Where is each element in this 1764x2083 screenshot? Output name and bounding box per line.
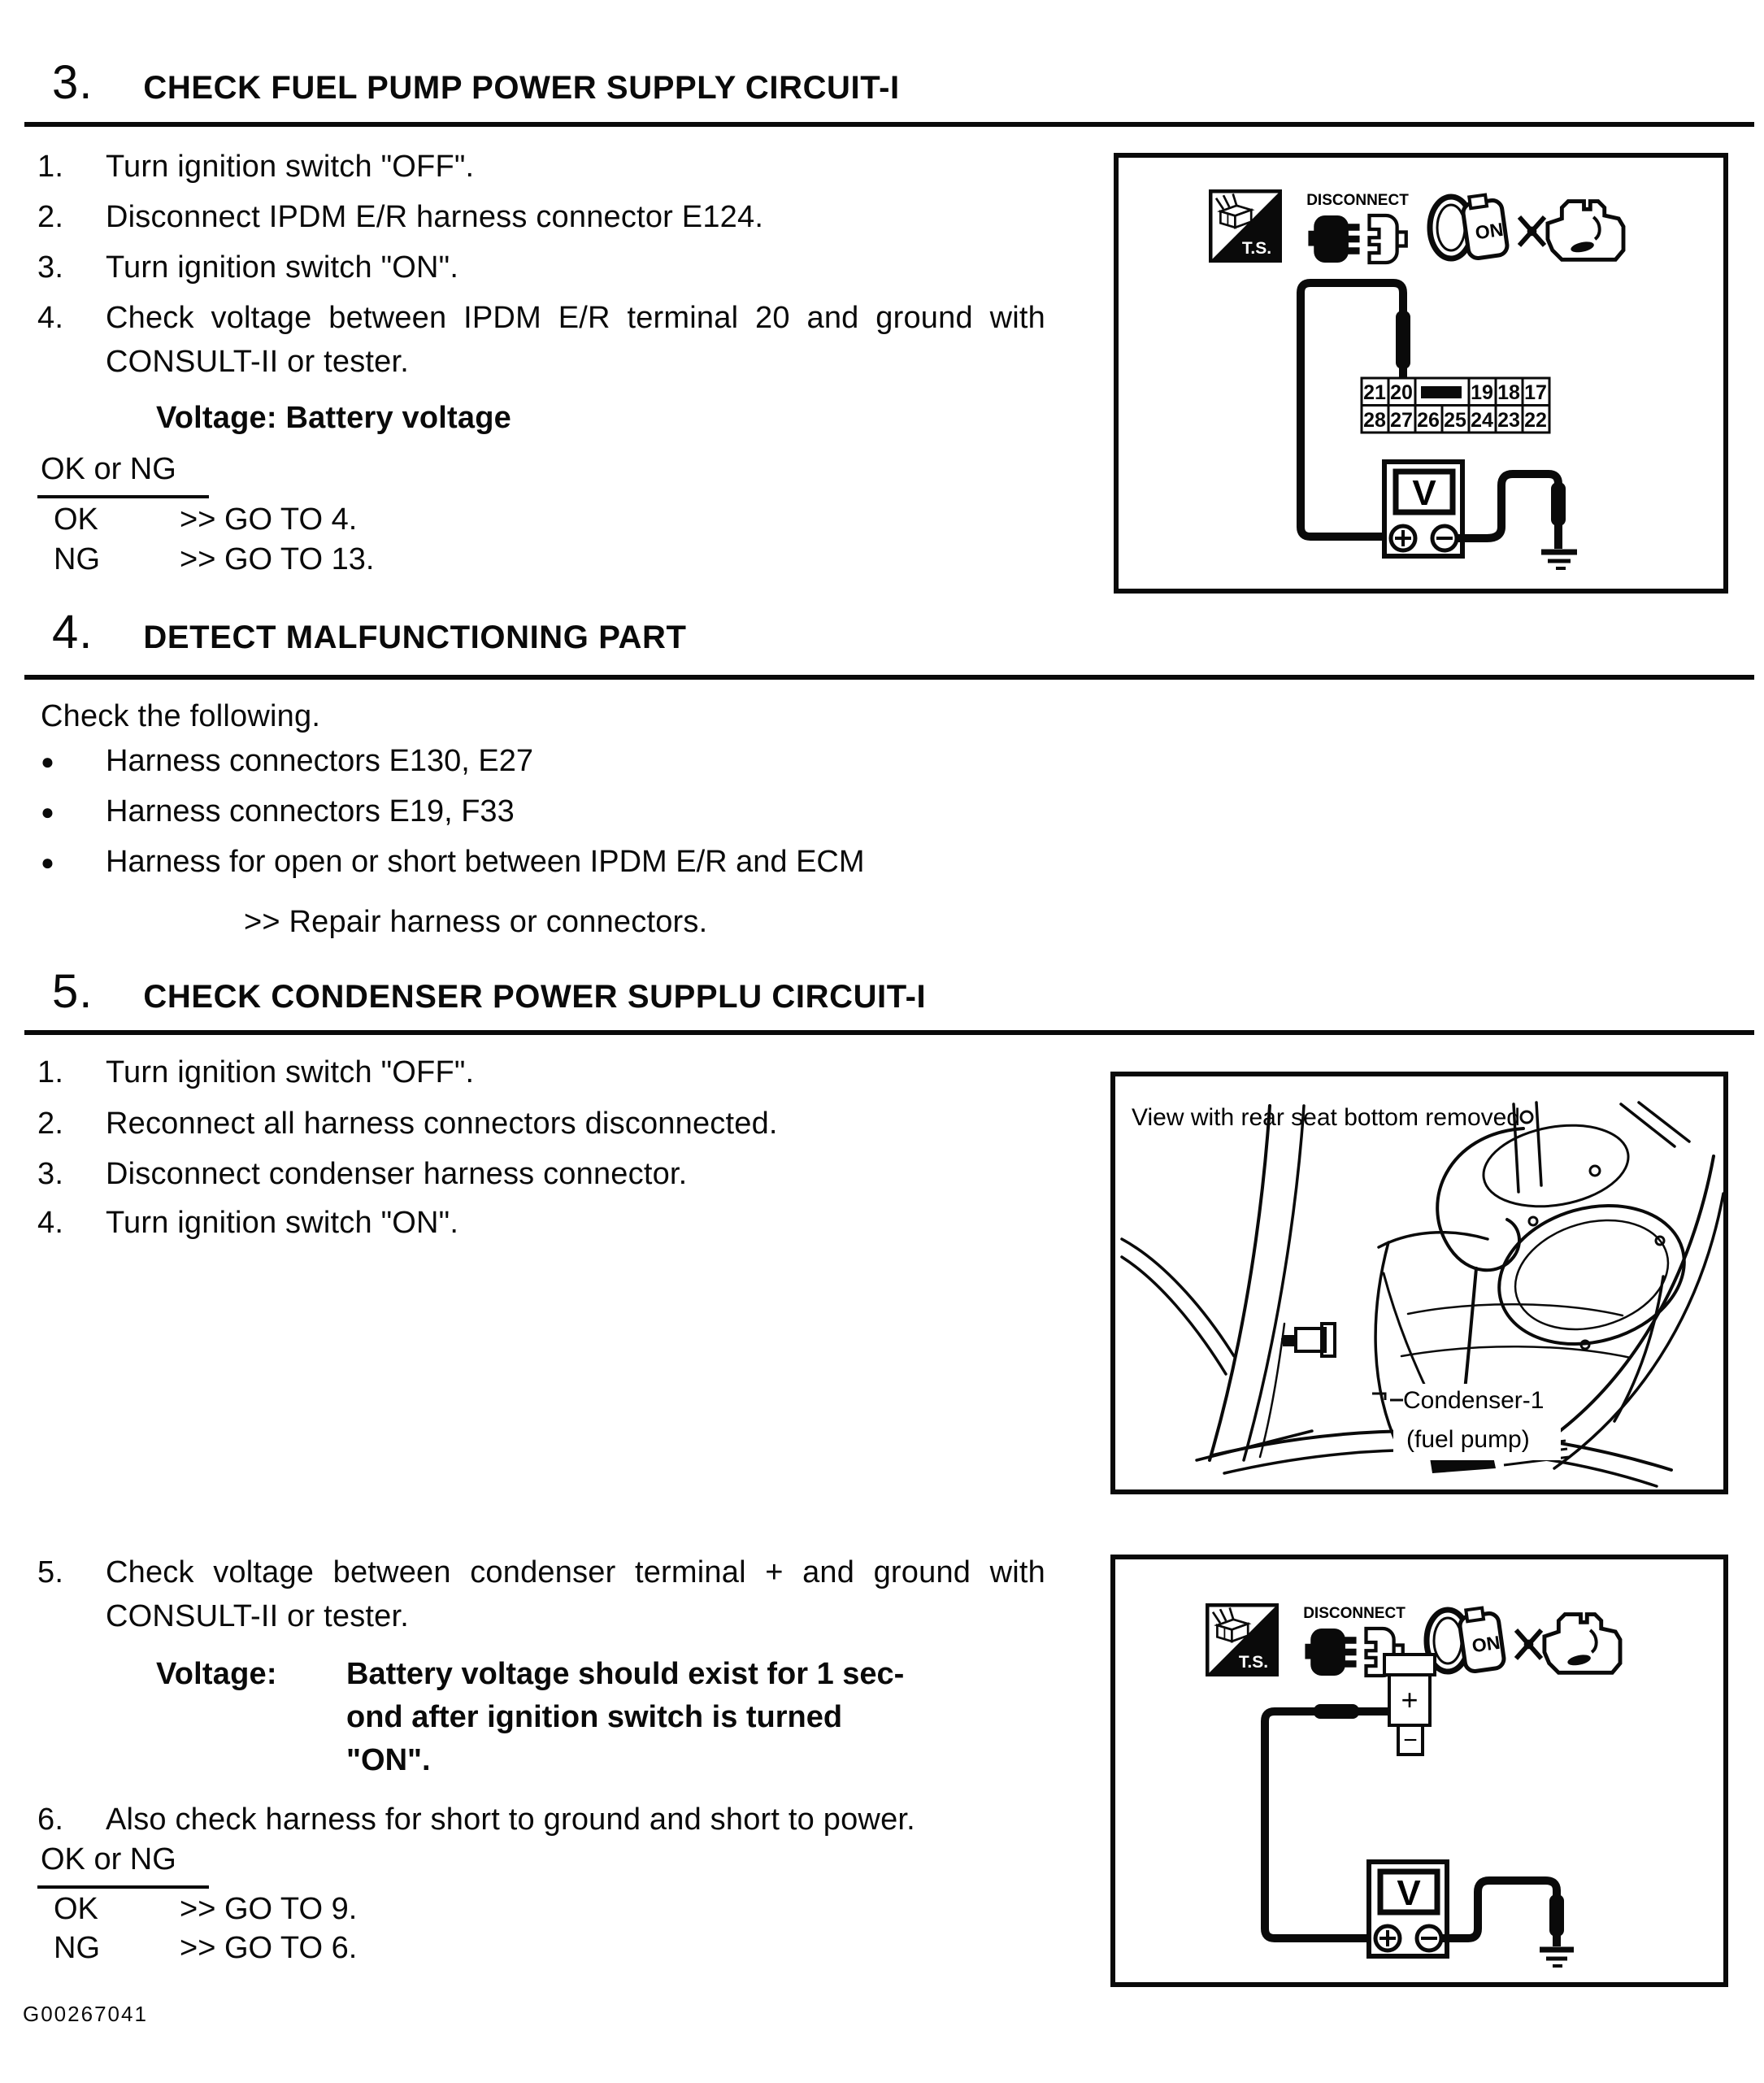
- voltmeter: [1369, 1862, 1447, 1956]
- bullet-text: Harness connectors E19, F33: [106, 794, 515, 828]
- section5-voltage-spec: [346, 1653, 904, 1782]
- diagram-condenser-voltage-test: [1110, 1555, 1728, 1987]
- step-text: Turn ignition switch "ON".: [106, 1206, 459, 1240]
- section5-step-4: [37, 1201, 1094, 1245]
- voltmeter: [1384, 462, 1462, 556]
- minus-terminal-label: −: [1403, 1727, 1418, 1754]
- section5-header: [52, 964, 926, 1019]
- voltmeter-label: V: [1412, 473, 1436, 513]
- bullet-text: Harness for open or short between IPDM E/R and ECM: [106, 845, 865, 879]
- section4-divider: [24, 675, 1754, 680]
- ts-icon: [1207, 1605, 1277, 1675]
- pin-19: 19: [1471, 381, 1493, 404]
- ignition-on-label: ON: [1471, 1631, 1501, 1657]
- ts-icon-label: T.S.: [1238, 1653, 1269, 1672]
- plus-terminal-label: +: [1401, 1683, 1419, 1716]
- ignition-on-icon: [1427, 1606, 1505, 1672]
- step-text: Turn ignition switch "OFF".: [106, 1055, 475, 1089]
- voltage-spec-line: Battery voltage should exist for 1 sec-: [346, 1657, 905, 1691]
- section5-voltage-label: Voltage:: [156, 1657, 277, 1691]
- ts-icon: [1210, 191, 1280, 261]
- ground-probe: [1549, 1894, 1564, 1937]
- diagram-fuel-pump-voltage-test: [1114, 153, 1728, 594]
- step-number: 3.: [37, 250, 64, 285]
- section4-header: [52, 605, 687, 659]
- pin-22: 22: [1524, 409, 1547, 432]
- step-text: Also check harness for short to ground and short to power.: [106, 1803, 915, 1837]
- disconnect-icon-label: DISCONNECT: [1306, 192, 1409, 209]
- voltage-spec-line: ond after ignition switch is turned: [346, 1700, 843, 1734]
- diagram-condenser-location: [1110, 1072, 1728, 1494]
- section5-step-1: [37, 1050, 1094, 1094]
- disconnect-icon: [1306, 192, 1409, 263]
- section3-number: 3.: [52, 56, 93, 109]
- result-action: >> GO TO 9.: [180, 1892, 358, 1926]
- step-number: 2.: [37, 1107, 64, 1141]
- section5-number: 5.: [52, 965, 93, 1018]
- section3-step-2: [37, 195, 1094, 239]
- diagram-caption: View with rear seat bottom removed: [1132, 1104, 1520, 1131]
- section5-divider: [24, 1030, 1754, 1035]
- step-number: 1.: [37, 150, 64, 184]
- figure-id: G00267041: [23, 2002, 148, 2026]
- section5-result-ok: [54, 1892, 357, 1927]
- test-probe: [1314, 1704, 1359, 1719]
- test-probe: [1396, 311, 1410, 369]
- ground-probe: [1551, 482, 1566, 526]
- section3-step-1: [37, 145, 1094, 189]
- bullet-icon: [41, 794, 106, 829]
- section4-number: 4.: [52, 606, 93, 659]
- condenser-label-line2: (fuel pump): [1406, 1426, 1530, 1453]
- step-text: Check voltage between IPDM E/R terminal 20 and ground with CONSULT-II or tester.: [106, 301, 1045, 379]
- section3-step-3: [37, 246, 1094, 289]
- section5-title: CHECK CONDENSER POWER SUPPLU CIRCUIT-I: [143, 979, 927, 1015]
- step-number: 5.: [37, 1555, 64, 1589]
- step-text: Turn ignition switch "ON".: [106, 250, 459, 285]
- part-label: [1372, 1384, 1561, 1460]
- section4-action: >> Repair harness or connectors.: [244, 905, 708, 939]
- section3-okng-heading: OK or NG: [37, 452, 209, 498]
- step-number: 1.: [37, 1055, 64, 1089]
- voltmeter-label: V: [1397, 1873, 1421, 1913]
- ignition-on-icon: [1430, 193, 1508, 259]
- bullet-icon: [41, 845, 106, 880]
- result-action: >> GO TO 13.: [180, 542, 375, 576]
- section3-step-4: [37, 296, 1045, 384]
- result-label: NG: [54, 542, 100, 576]
- pin-23: 23: [1497, 409, 1520, 432]
- section3-result-ok: [54, 502, 357, 537]
- step-text: Disconnect condenser harness connector.: [106, 1157, 688, 1191]
- section4-title: DETECT MALFUNCTIONING PART: [143, 620, 687, 655]
- step-text: Reconnect all harness connectors disconnected.: [106, 1107, 778, 1141]
- pin-28: 28: [1363, 409, 1386, 432]
- step-text: Check voltage between condenser terminal + and ground with CONSULT-II or tester.: [106, 1555, 1045, 1633]
- step-number: 4.: [37, 301, 64, 335]
- step-number: 3.: [37, 1157, 64, 1191]
- pin-26: 26: [1417, 409, 1440, 432]
- section4-bullet-3: [41, 845, 865, 880]
- result-action: >> GO TO 6.: [180, 1931, 358, 1965]
- section4-intro: Check the following.: [41, 699, 321, 733]
- result-action: >> GO TO 4.: [180, 502, 358, 537]
- pin-17: 17: [1524, 381, 1547, 404]
- result-label: NG: [54, 1931, 100, 1965]
- section4-bullet-1: [41, 744, 533, 779]
- step-number: 4.: [37, 1206, 64, 1240]
- section5-step-5: [37, 1550, 1045, 1638]
- section5-step-6: [37, 1798, 1094, 1842]
- pin-21: 21: [1363, 381, 1386, 404]
- pin-25: 25: [1444, 409, 1466, 432]
- section3-header: [52, 55, 900, 110]
- pin-20: 20: [1390, 381, 1413, 404]
- step-number: 2.: [37, 200, 64, 234]
- section3-voltage-note: Voltage: Battery voltage: [156, 401, 511, 435]
- section4-bullet-2: [41, 794, 515, 829]
- bullet-icon: [41, 744, 106, 779]
- section5-step-3: [37, 1152, 1094, 1196]
- bullet-text: Harness connectors E130, E27: [106, 744, 533, 778]
- pin-18: 18: [1497, 381, 1520, 404]
- section3-divider: [24, 122, 1754, 127]
- step-text: Disconnect IPDM E/R harness connector E124.: [106, 200, 764, 234]
- connector-keyway: [1421, 386, 1462, 398]
- section5-step-2: [37, 1102, 1094, 1146]
- step-text: Turn ignition switch "OFF".: [106, 150, 475, 184]
- section3-result-ng: [54, 542, 374, 577]
- pin-27: 27: [1390, 409, 1413, 432]
- voltage-spec-line: "ON".: [346, 1743, 431, 1777]
- step-number: 6.: [37, 1803, 64, 1837]
- condenser-label-line1: Condenser-1: [1403, 1387, 1545, 1414]
- ts-icon-label: T.S.: [1241, 239, 1272, 258]
- ignition-on-label: ON: [1474, 218, 1505, 244]
- result-label: OK: [54, 502, 98, 537]
- disconnect-icon-label: DISCONNECT: [1303, 1605, 1406, 1622]
- section3-title: CHECK FUEL PUMP POWER SUPPLY CIRCUIT-I: [143, 70, 900, 106]
- section5-okng-heading: OK or NG: [37, 1842, 209, 1889]
- section5-result-ng: [54, 1931, 357, 1966]
- result-label: OK: [54, 1892, 98, 1926]
- pin-24: 24: [1471, 409, 1493, 432]
